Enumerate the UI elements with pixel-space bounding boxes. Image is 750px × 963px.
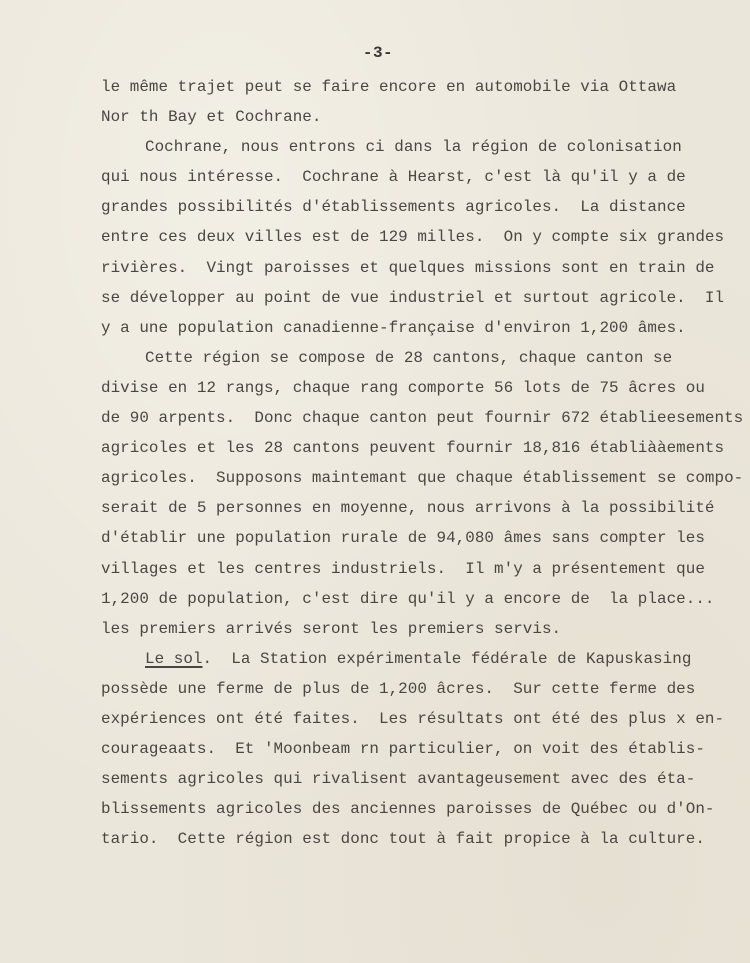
- text-line: se développer au point de vue industriel et surtout agricole. Il: [101, 288, 725, 307]
- text-line: y a une population canadienne-française d'environ 1,200 âmes.: [101, 318, 686, 337]
- section-first-line: [101, 644, 721, 674]
- text-line: agricoles. Supposons maintemant que chaque établissement se compo-: [101, 469, 744, 488]
- paragraph-start-line: Cochrane, nous entrons ci dans la région de colonisation: [145, 138, 682, 157]
- text-line: agricoles et les 28 cantons peuvent fournir 18,816 établiààements: [101, 439, 725, 458]
- text-line: de 90 arpents. Donc chaque canton peut fournir 672 établieesements: [101, 409, 744, 428]
- text-line: courageaats. Et 'Moonbeam rn particulier, on voit des établis-: [101, 740, 705, 759]
- section-heading-punct: .: [202, 649, 213, 668]
- paragraph-start-line: Cette région se compose de 28 cantons, chaque canton se: [145, 348, 673, 367]
- text-line: possède une ferme de plus de 1,200 âcres. Sur cette ferme des: [101, 679, 696, 698]
- page-number: -3-: [362, 44, 394, 62]
- text-line: entre ces deux villes est de 129 milles. On y compte six grandes: [101, 228, 725, 247]
- section-first-line-text: La Station expérimentale fédérale de Kapuskasing: [212, 649, 692, 668]
- text-line: expériences ont été faites. Les résultats ont été des plus x en-: [101, 709, 725, 728]
- text-line: d'établir une population rurale de 94,080 âmes sans compter les: [101, 529, 705, 548]
- text-line: le même trajet peut se faire encore en automobile via Ottawa: [101, 78, 677, 96]
- text-line: rivières. Vingt paroisses et quelques missions sont en train de: [101, 258, 715, 277]
- text-line: divise en 12 rangs, chaque rang comporte 56 lots de 75 âcres ou: [101, 378, 705, 397]
- text-line: grandes possibilités d'établissements agricoles. La distance: [101, 198, 686, 217]
- text-line: Nor th Bay et Cochrane.: [101, 108, 322, 127]
- text-line: les premiers arrivés seront les premiers servis.: [101, 619, 562, 638]
- text-line: serait de 5 personnes en moyenne, nous arrivons à la possibilité: [101, 499, 715, 518]
- document-body: [101, 72, 744, 854]
- text-line: blissements agricoles des anciennes paroisses de Québec ou d'On-: [101, 800, 715, 819]
- section-heading: Le sol: [145, 649, 203, 668]
- text-line: tario. Cette région est donc tout à fait propice à la culture.: [101, 830, 705, 849]
- text-line: 1,200 de population, c'est dire qu'il y a encore de la place...: [101, 589, 715, 608]
- text-line: sements agricoles qui rivalisent avantageusement avec des éta-: [101, 770, 696, 789]
- text-line: qui nous intéresse. Cochrane à Hearst, c'est là qu'il y a de: [101, 168, 686, 187]
- text-line: villages et les centres industriels. Il m'y a présentement que: [101, 559, 705, 578]
